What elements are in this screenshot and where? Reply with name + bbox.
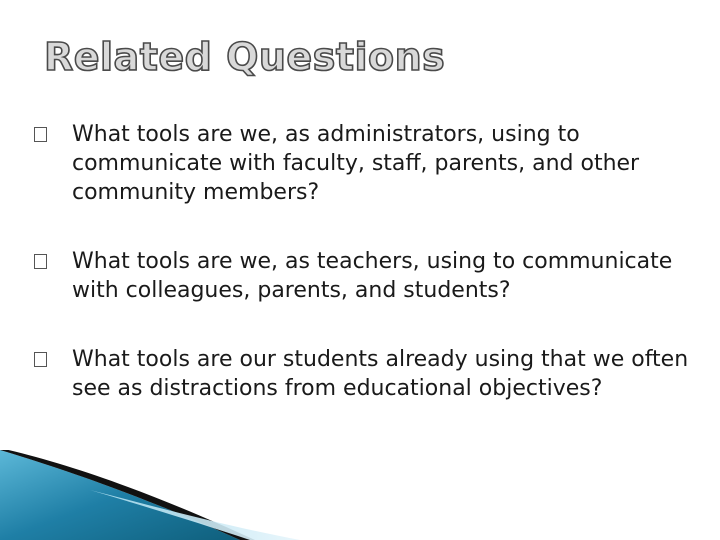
bullet-item: [34, 247, 702, 305]
decorative-corner-swoosh: [0, 450, 300, 540]
box-bullet-icon: [34, 254, 47, 269]
bullet-text: What tools are we, as teachers, using to communicate with colleagues, parents, and students?: [72, 249, 673, 303]
slide-title: Related Questions: [44, 35, 446, 79]
bullet-item: [34, 345, 702, 403]
blue-swoosh-shape: [0, 450, 240, 540]
bullet-list: [34, 120, 702, 443]
bullet-item: [34, 120, 702, 207]
box-bullet-icon: [34, 127, 47, 142]
bullet-text: What tools are we, as administrators, using to communicate with faculty, staff, parents, and other community members?: [72, 122, 640, 205]
box-bullet-icon: [34, 352, 47, 367]
bullet-text: What tools are our students already using that we often see as distractions from educational objectives?: [72, 347, 689, 401]
